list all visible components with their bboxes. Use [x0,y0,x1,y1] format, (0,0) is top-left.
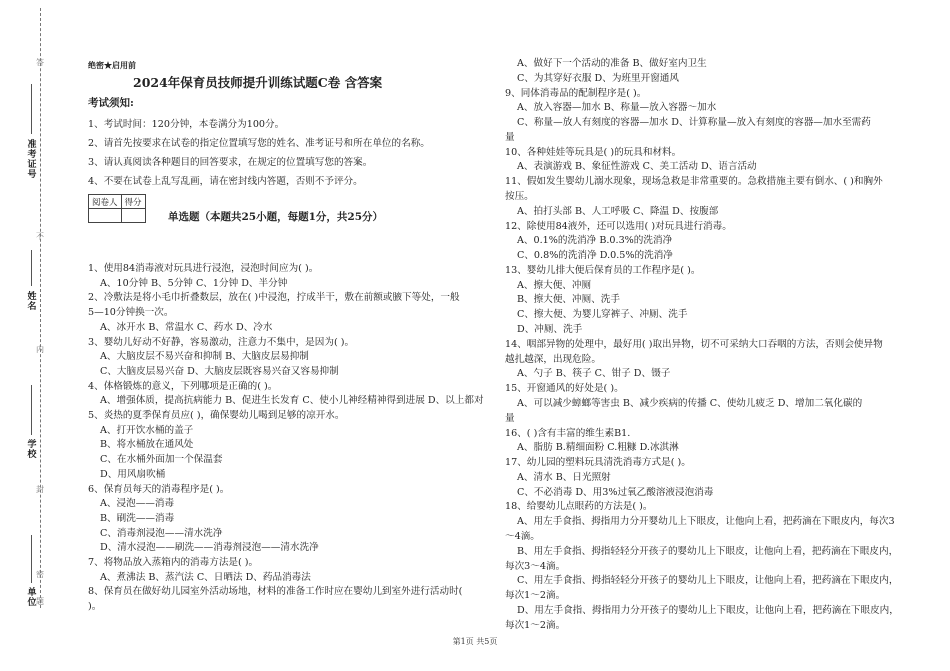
question-line: 量 [505,412,515,424]
answer-option-line: D、用左手食指、拇指用力分开孩子的婴幼儿上下眼皮，让他向上看，把药滴在下眼皮内， [517,604,899,616]
page-footer: 第1页 共5页 [452,637,498,646]
school-label: 学校 [27,440,37,460]
question-line: 5—10分钟换一次。 [88,307,174,319]
score-label: 得分 [121,195,145,209]
answer-option-line: C、0.8%的洗消净 D.0.5%的洗消净 [517,250,673,262]
seal-char: 不 [36,232,44,241]
answer-option-line: C、在水桶外面加一个保温套 [100,454,223,466]
answer-option-line: A、冰开水 B、常温水 C、药水 D、冷水 [100,321,273,333]
answer-option-line: C、大脑皮层易兴奋 D、大脑皮层既容易兴奋又容易抑制 [100,365,339,377]
question-line: 每次1～2滴。 [505,619,566,631]
answer-option-line: A、大脑皮层不易兴奋和抑制 B、大脑皮层易抑制 [100,351,309,363]
question-line: 量 [505,131,515,143]
question-line: 2、冷敷法是将小毛巾折叠数层，放在( )中浸泡，拧成半干，敷在前额或腋下等处，一般 [88,292,460,304]
answer-option-line: C、称量—放人有刻度的容器—加水 D、计算称量—放入有刻度的容器—加水至需药 [517,117,871,129]
answer-option-line: C、为其穿好衣服 D、为班里开窗通风 [517,72,679,84]
seal-line [40,8,41,608]
page-title: 2024年保育员技师提升训练试题C卷 含答案 [133,75,383,90]
question-line: 8、保育员在做好幼儿园室外活动场地，材料的准备工作时应在婴幼儿到室外进行活动时( [88,586,463,598]
question-line: 16、( )含有丰富的维生素B1. [505,427,631,439]
answer-option-line: A、清水 B、日光照射 [517,471,611,483]
question-line: 每次1～2滴。 [505,590,566,602]
question-line: 1、使用84消毒液对玩具进行浸泡，浸泡时间应为( )。 [88,263,319,274]
answer-option-line: C、擦大便、为婴儿穿裤子、冲厕、洗手 [517,309,688,321]
school-line [31,385,32,435]
question-line: 18、给婴幼儿点眼药的方法是( )。 [505,501,653,513]
answer-option-line: A、增强体质，提高抗病能力 B、促进生长发育 C、使小儿神经精神得到进展 D、以上都对 [100,395,484,407]
notice-heading: 考试须知: [88,97,134,109]
secret-tag: 绝密★启用前 [88,60,136,70]
answer-option-line: A、10分钟 B、5分钟 C、1分钟 D、半分钟 [100,277,288,289]
question-line: 10、各种娃娃等玩具是( )的玩具和材料。 [505,146,682,158]
answer-option-line: B、擦大便、冲厕、洗手 [517,294,620,306]
exam-number-label: 准考证号 [27,140,37,180]
question-line: 6、保育员每天的消毒程序是( )。 [88,483,230,495]
question-line: 3、婴幼儿好动不好静，容易激动，注意力不集中，是因为( )。 [88,336,355,348]
answer-option-line: A、用左手食指、拇指用力分开婴幼儿上下眼皮，让他向上看，把药滴在下眼皮内，每次3 [517,516,895,528]
notice-item: 4、不要在试卷上乱写乱画，请在密封线内答题，否则不予评分。 [88,176,363,187]
answer-option-line: A、浸泡——消毒 [100,498,175,510]
question-line: 14、咽部异物的处理中，最好用( )取出异物，切不可采纳大口吞咽的方法，否则会使异物 [505,338,883,350]
question-line: 12、除使用84液外，还可以选用( )对玩具进行消毒。 [505,220,732,232]
answer-option-line: A、表演游戏 B、象征性游戏 C、美工活动 D、语言活动 [517,161,757,173]
question-line: 5、炎热的夏季保育员应( )，确保婴幼儿喝到足够的凉开水。 [88,410,345,421]
answer-option-line: C、用左手食指、拇指轻轻分开孩子的婴幼儿上下眼皮，让他向上看，把药滴在下眼皮内， [517,575,899,587]
question-line: 4、体格锻炼的意义，下列哪项是正确的( )。 [88,380,278,392]
answer-option-line: D、用风扇吹桶 [100,468,166,480]
notice-item: 2、请首先按要求在试卷的指定位置填写您的姓名、准考证号和所在单位的名称。 [88,138,430,149]
name-label: 姓名 [27,292,37,312]
name-line [31,250,32,286]
answer-option-line: A、做好下一个活动的准备 B、做好室内卫生 [517,58,707,69]
unit-line [31,535,32,583]
answer-option-line: D、冲厕、洗手 [517,324,583,336]
answer-option-line: B、将水桶放在通风处 [100,439,194,451]
answer-option-line: A、放入容器—加水 B、称量—放入容器～加水 [517,102,717,114]
answer-option-line: A、可以减少蟑螂等害虫 B、减少疾病的传播 C、使幼儿疲乏 D、增加二氧化碳的 [517,397,863,409]
reviewer-label: 阅卷人 [89,195,122,209]
answer-option-line: C、不必消毒 D、用3%过氧乙酸溶液浸泡消毒 [517,486,714,498]
question-line: 17、幼儿园的塑料玩具清洗消毒方式是( )。 [505,457,691,469]
question-line: )。 [88,601,102,613]
reviewer-cell[interactable] [89,209,122,223]
answer-option-line: A、打开饮水桶的盖子 [100,424,194,436]
question-line: 15、开窗通风的好处是( )。 [505,383,624,395]
question-line: ～4滴。 [505,530,540,542]
answer-option-line: A、拍打头部 B、人工呼吸 C、降温 D、按腹部 [517,205,719,217]
exam-number-line [31,84,32,134]
answer-option-line: B、刷洗——消毒 [100,512,175,524]
seal-char: 封 [36,485,44,494]
seal-char: 密 [36,570,44,579]
answer-option-line: A、勺子 B、筷子 C、钳子 D、镊子 [517,368,671,380]
section-heading: 单选题（本题共25小题，每题1分，共25分） [168,211,384,223]
question-line: 7、将物品放入蒸箱内的消毒方法是( )。 [88,557,259,568]
seal-char: 题 [36,597,44,606]
notice-item: 1、考试时间：120分钟，本卷满分为100分。 [88,119,285,130]
answer-option-line: B、用左手食指、拇指轻轻分开孩子的婴幼儿上下眼皮，让他向上看，把药滴在下眼皮内， [517,545,899,557]
answer-option-line: A、煮沸法 B、蒸汽法 C、日晒法 D、药品消毒法 [100,571,311,583]
grader-box [88,194,146,223]
question-line: 越扎越深，出现危险。 [505,353,601,365]
answer-option-line: A、擦大便、冲厕 [517,279,592,291]
unit-label: 单位 [27,588,37,608]
answer-option-line: A、脂肪 B.精细面粉 C.粗糠 D.冰淇淋 [517,442,679,454]
question-line: 按压。 [505,191,534,203]
notice-item: 3、请认真阅读各种题目的回答要求，在规定的位置填写您的答案。 [88,157,373,168]
answer-option-line: D、清水浸泡——刷洗——消毒剂浸泡——清水洗净 [100,542,319,554]
answer-option-line: C、消毒剂浸泡——清水洗净 [100,527,223,539]
seal-char: 内 [36,345,44,354]
score-cell[interactable] [121,209,145,223]
question-line: 13、婴幼儿排大便后保育员的工作程序是( )。 [505,264,701,276]
answer-option-line: A、0.1%的洗消净 B.0.3%的洗消净 [517,235,673,247]
seal-char: 答 [36,58,44,67]
question-line: 11、假如发生婴幼儿溺水现象，现场急救是非常重要的。急救措施主要有倒水、( )和胸外 [505,176,883,188]
question-line: 每次3～4滴。 [505,560,566,572]
question-line: 9、同体消毒品的配制程序是( )。 [505,87,647,99]
